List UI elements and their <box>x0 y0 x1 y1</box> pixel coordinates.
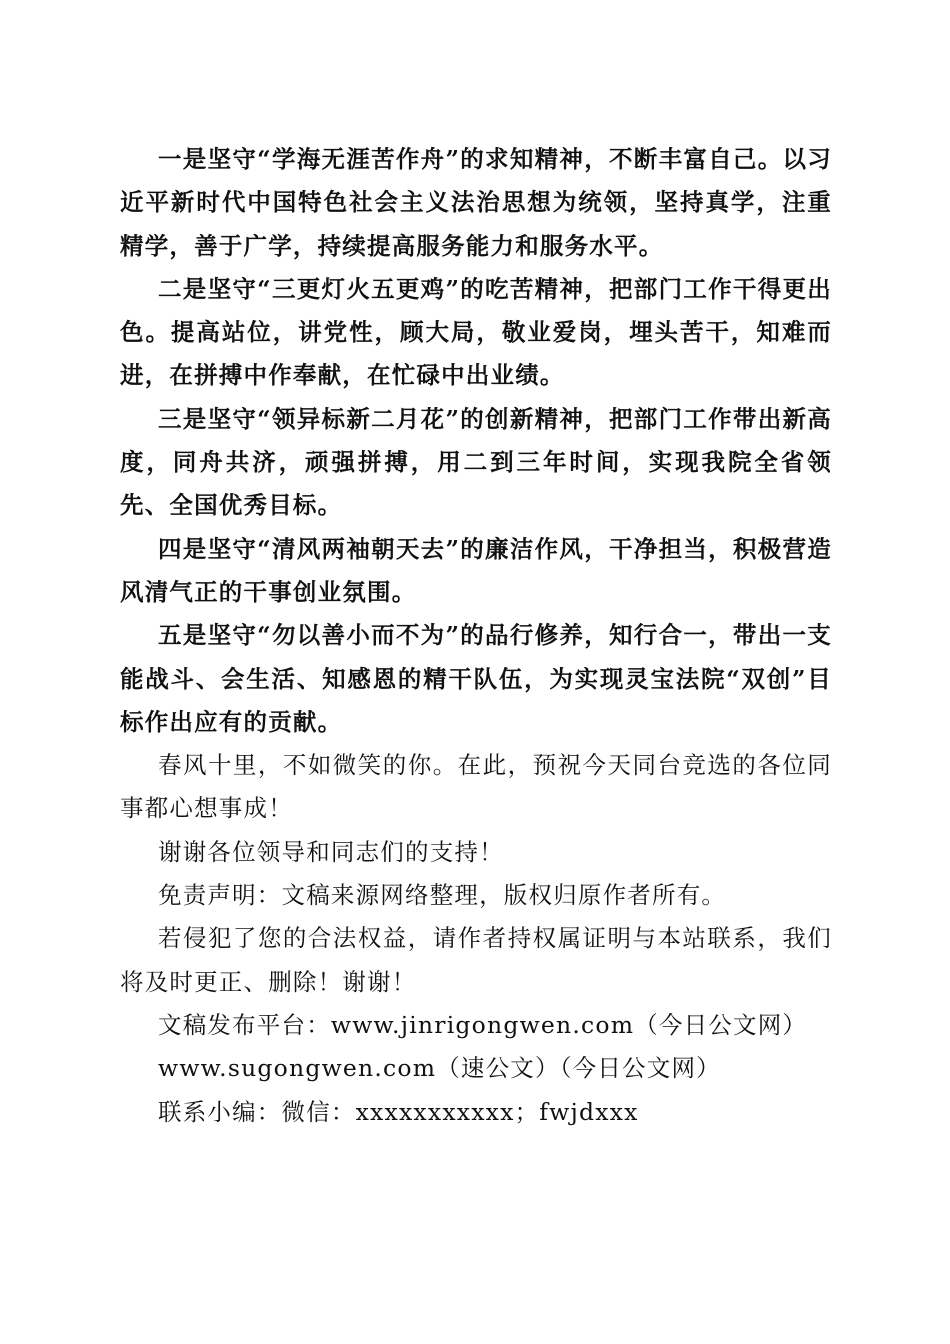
footer-contact: 联系小编：微信：xxxxxxxxxxx；fwjdxxx <box>158 1097 639 1126</box>
paragraph-point-two: 二是坚守“三更灯火五更鸡”的吃苦精神，把部门工作干得更出色。提高站位，讲党性，顾大局，敬业爱岗，埋头苦干，知难而进，在拼搏中作奉献，在忙碌中出业绩。 <box>120 274 832 390</box>
paragraph-point-four: 四是坚守“清风两袖朝天去”的廉洁作风，干净担当，积极营造风清气正的干事创业氛围。 <box>120 534 832 606</box>
footer-publish-platform: 文稿发布平台：www.jinrigongwen.com（今日公文网） <box>158 1010 808 1039</box>
paragraph-wishes: 春风十里，不如微笑的你。在此，预祝今天同台竞选的各位同事都心想事成！ <box>120 751 832 823</box>
paragraph-point-five: 五是坚守“勿以善小而不为”的品行修养，知行合一，带出一支能战斗、会生活、知感恩的精干队伍，为实现灵宝法院“双创”目标作出应有的贡献。 <box>120 621 832 736</box>
footer-website: www.sugongwen.com（速公文）（今日公文网） <box>158 1054 721 1083</box>
paragraph-point-one: 一是坚守“学海无涯苦作舟”的求知精神，不断丰富自己。以习近平新时代中国特色社会主义法治思想为统领，坚持真学，注重精学，善于广学，持续提高服务能力和服务水平。 <box>120 145 832 260</box>
paragraph-infringement-notice: 若侵犯了您的合法权益，请作者持权属证明与本站联系，我们将及时更正、删除！谢谢！ <box>120 924 832 996</box>
document-body <box>120 138 832 1134</box>
paragraph-thanks: 谢谢各位领导和同志们的支持！ <box>158 837 504 866</box>
paragraph-disclaimer: 免责声明：文稿来源网络整理，版权归原作者所有。 <box>158 881 727 910</box>
paragraph-point-three: 三是坚守“领异标新二月花”的创新精神，把部门工作带出新高度，同舟共济，顽强拼搏，用二到三年时间，实现我院全省领先、全国优秀目标。 <box>120 404 832 520</box>
